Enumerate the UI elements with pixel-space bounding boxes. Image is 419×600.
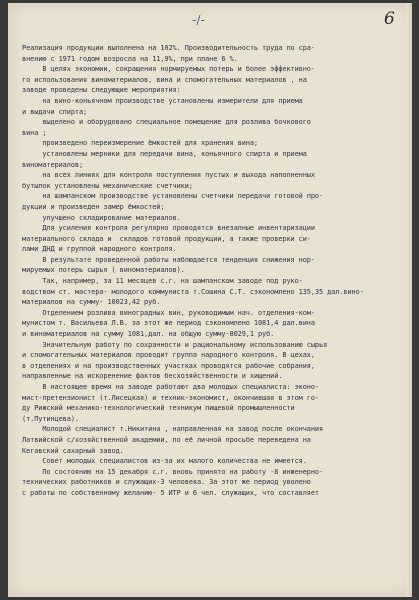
text-line: и виноматериалов на сумму 1081,дал. на общую сумму-8029,1 руб. [22,330,275,339]
text-line: на вино-коньячном производстве установлены измерители для приема [22,96,303,105]
text-line: ду Рижский механико-технологический техникум пищевой промышленности [22,404,295,413]
text-line: и выдачи спирта; [22,107,88,116]
text-line: заводе проведены следующие мероприятия: [22,86,181,95]
page-edge [406,3,412,597]
text-line: вина ; [22,128,47,137]
document-body [22,43,404,499]
page-number: 6 [384,9,395,29]
text-line: на шампанском производстве установлены счетчики передачи готовой про- [22,192,324,201]
top-mark: -/- [192,13,205,27]
text-line: материалов на сумму- 10023,42 руб. [22,298,161,307]
text-line: Реализация продукции выполнена на 102%. Производительность труда по сра- [22,44,315,52]
text-line: бутылок установлены механические счетчики; [22,181,193,190]
text-line: выделено и оборудовано специальное помещение для розлива бочкового [22,118,311,127]
text-line: мунистом т. Васильева Л.В. за этот же период сэкономлено 1081,4 дал.вина [22,319,315,328]
text-line: (т.Путинцева). [22,414,79,423]
text-line: направленные на искоренение фактов бесхозяйственности и хищений. [22,372,283,381]
text-line: виноматериалов; [22,160,84,169]
text-line: лами ДНД и группой народного контроля. [22,245,177,254]
text-line: произведено переизмерение ёмкостей для хранения вина; [22,139,258,148]
text-line: и спомогательных материалов проводит группа народного контроля. В цехах, [22,351,315,360]
text-line: го использования виноматериалов, вина и спомогательных материалов , на [22,75,307,84]
text-line: с работы по собственному желанию- 5 ИТР и 6 чел. служащих, что составляет [22,488,320,497]
text-line: внению с 1971 годом возросла на 11,9%, при плане 6 %. [22,54,238,63]
text-line: Отделением розлива виноградных вин, руководимым нач. отделения-ком- [22,308,315,317]
text-line: Так, например, за 11 месяцев с.г. на шампанском заводе под руко- [22,277,303,286]
text-line: установлены мерники для передачи вина, коньячного спирта и приема [22,149,307,158]
text-line: По состоянию на 15 декабря с.г. вновь принято на работу -8 инженерно- [22,467,324,476]
text-line: дукции и произведен замер ёмкостей; [22,202,165,211]
text-line: материального склада и складов готовой продукции, а также проверки си- [22,234,311,243]
text-line: на всех линиях для контроля поступления пустых и выхода наполненных [22,171,315,180]
text-line: Латвийской с/хозяйственной академии, по её личной просьбе переведена на [22,435,311,444]
text-line: В настоящее время на заводе работают два молодых специалиста: эконо- [22,383,320,391]
text-line: Значительную работу по сохранности и рациональному использованию сырья [22,340,328,349]
text-line: в отделениях и на производственных участках проводятся рабочие собрания, [22,361,315,370]
text-line: водством ст. мастера- молодого коммуниста т.Сошина С.Т. сэкономлено 135,35 дал.вино- [22,287,364,296]
text-line: улучшено складирование материалов. [22,213,181,222]
text-line: мист-претензионист (т.Лисецкая) и техник-экономист, окончившая в этом го- [22,393,320,402]
text-line: В результате проведенной работы наблюдается тенденция снижения нор- [22,255,315,264]
document-page [8,3,412,597]
text-line: Молодой специалист т.Никитина , направленная на завод после окончания [22,425,324,434]
text-line: В целях экономии, сокращения нормируемых потерь и более эффективно- [22,65,315,74]
text-line: Для усиления контроля регулярно проводятся внезапные инвентаризации [22,224,315,233]
text-line: Совет молодых специалистов из-за их малого количества не имеется. [22,457,307,466]
text-line: технических работников и служащих-3 человека. За этот же период уволено [22,478,311,487]
text-line: мируемых потерь сырья ( виноматериалов). [22,266,185,275]
text-line: Кегавский сахарный завод. [22,446,124,455]
